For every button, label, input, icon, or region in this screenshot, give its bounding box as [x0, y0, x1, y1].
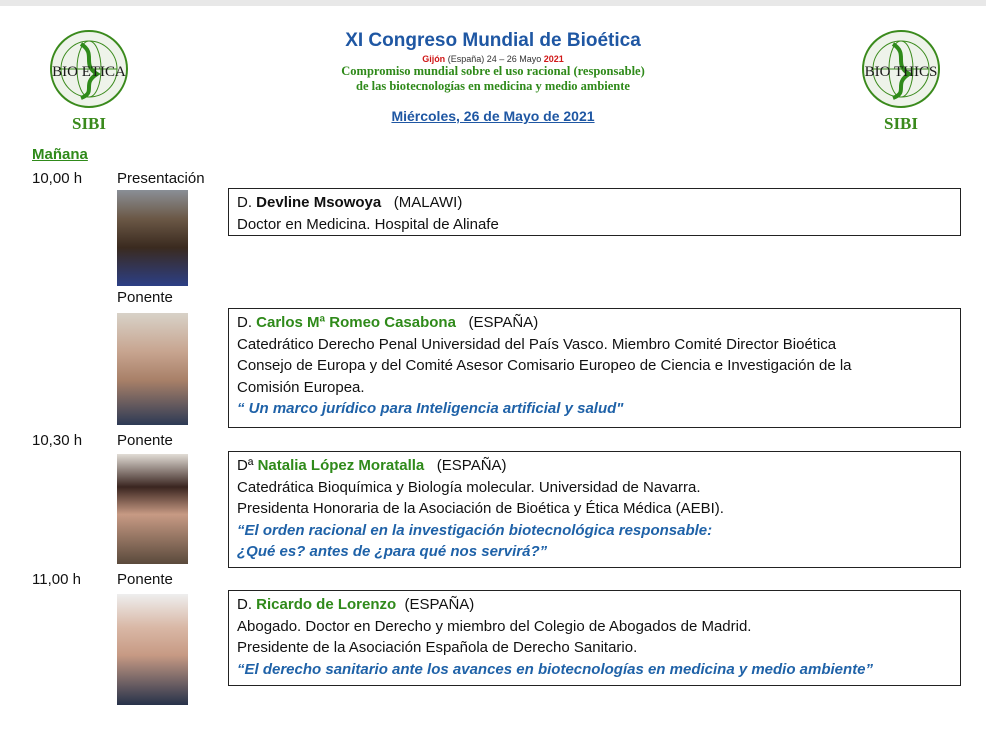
entry-time: 10,00 h [32, 170, 83, 187]
speaker-photo [117, 190, 188, 286]
speaker-country: (MALAWI) [393, 194, 463, 211]
talk-title: “El orden racional en la investigación biotecnológica responsable: [237, 521, 713, 539]
globe-emblem-icon [34, 24, 144, 116]
entry-role: Ponente [117, 289, 173, 306]
sibi-logo-right [836, 24, 966, 144]
entry-role: Ponente [117, 571, 173, 588]
speaker-bio-line: Abogado. Doctor en Derecho y miembro del Colegio de Abogados de Madrid. [237, 617, 752, 635]
speaker-bio-line: Doctor en Medicina. Hospital de Alinafe [237, 215, 499, 233]
speaker-country: (ESPAÑA) [468, 314, 539, 331]
congress-header [250, 30, 736, 124]
speaker-photo [117, 594, 188, 705]
entry-time: 11,00 h [32, 571, 81, 588]
talk-title-continued: ¿Qué es? antes de ¿para qué nos servirá?” [237, 543, 548, 560]
speaker-country: (ESPAÑA) [404, 596, 475, 613]
speaker-card: D. Devline Msowoya (MALAWI) Doctor en Medicina. Hospital de Alinafe [228, 188, 961, 236]
entry-time: 10,30 h [32, 432, 83, 449]
section-heading: Mañana [32, 146, 88, 163]
session-date: Miércoles, 26 de Mayo de 2021 [391, 108, 595, 124]
logo-label: SIBI [883, 114, 919, 133]
speaker-name: Carlos Mª Romeo Casabona [256, 314, 456, 331]
congress-place: Gijón (España) 24 – 26 Mayo 2021 [422, 54, 564, 64]
speaker-bio-line: Presidenta Honoraria de la Asociación de Bioética y Ética Médica (AEBI). [237, 500, 724, 517]
top-bar [0, 0, 986, 6]
speaker-bio-line: Catedrática Bioquímica y Biología molecular. Universidad de Navarra. [237, 478, 701, 496]
speaker-country: (ESPAÑA) [436, 457, 507, 474]
speaker-card: Dª Natalia López Moratalla (ESPAÑA) Catedrática Bioquímica y Biología molecular. Universidad de Navarra. Presidenta Honoraria de la Asociación de Bioética y Ética Médica (AEBI). “El orden racional en la investigación biotecnológica responsable: ¿Qué es? antes de ¿para qué nos servirá?” [228, 451, 961, 568]
congress-motto-2: de las biotecnologías en medicina y medio ambiente [356, 79, 630, 93]
logo-label: SIBI [71, 114, 107, 133]
congress-motto-1: Compromiso mundial sobre el uso racional (responsable) [341, 64, 645, 78]
talk-title: “El derecho sanitario ante los avances en biotecnologías en medicina y medio ambiente” [237, 660, 874, 678]
entry-role: Presentación [117, 170, 205, 187]
talk-title: “ Un marco jurídico para Inteligencia artificial y salud" [237, 400, 624, 417]
speaker-card: D. Carlos Mª Romeo Casabona (ESPAÑA) Catedrático Derecho Penal Universidad del País Vasco. Miembro Comité Director Bioética Consejo de Europa y del Comité Asesor Comisario Europeo de Ciencia e Investigación de la Comisión Europea. “ Un marco jurídico para Inteligencia artificial y salud" [228, 308, 961, 428]
entry-role: Ponente [117, 432, 173, 449]
svg-text:BIO ETICA: BIO ETICA [52, 64, 126, 80]
speaker-name: Devline Msowoya [256, 194, 382, 211]
speaker-bio-line: Comisión Europea. [237, 378, 365, 396]
svg-text:BIO THICS: BIO THICS [864, 64, 938, 80]
speaker-bio-line: Catedrático Derecho Penal Universidad del País Vasco. Miembro Comité Director Bioética [237, 335, 837, 353]
speaker-bio-line: Presidente de la Asociación Española de Derecho Sanitario. [237, 639, 638, 656]
speaker-name: Natalia López Moratalla [257, 457, 425, 474]
speaker-photo [117, 313, 188, 425]
speaker-name: Ricardo de Lorenzo [256, 596, 397, 613]
speaker-photo [117, 454, 188, 564]
globe-emblem-icon [846, 24, 956, 116]
congress-title: XI Congreso Mundial de Bioética [345, 30, 641, 51]
speaker-card: D. Ricardo de Lorenzo (ESPAÑA) Abogado. Doctor en Derecho y miembro del Colegio de Abogados de Madrid. Presidente de la Asociación Española de Derecho Sanitario. “El derecho sanitario ante los avances en biotecnologías en medicina y medio ambiente” [228, 590, 961, 686]
sibi-logo-left [24, 24, 154, 144]
speaker-bio-line: Consejo de Europa y del Comité Asesor Comisario Europeo de Ciencia e Investigación de la [237, 357, 852, 374]
